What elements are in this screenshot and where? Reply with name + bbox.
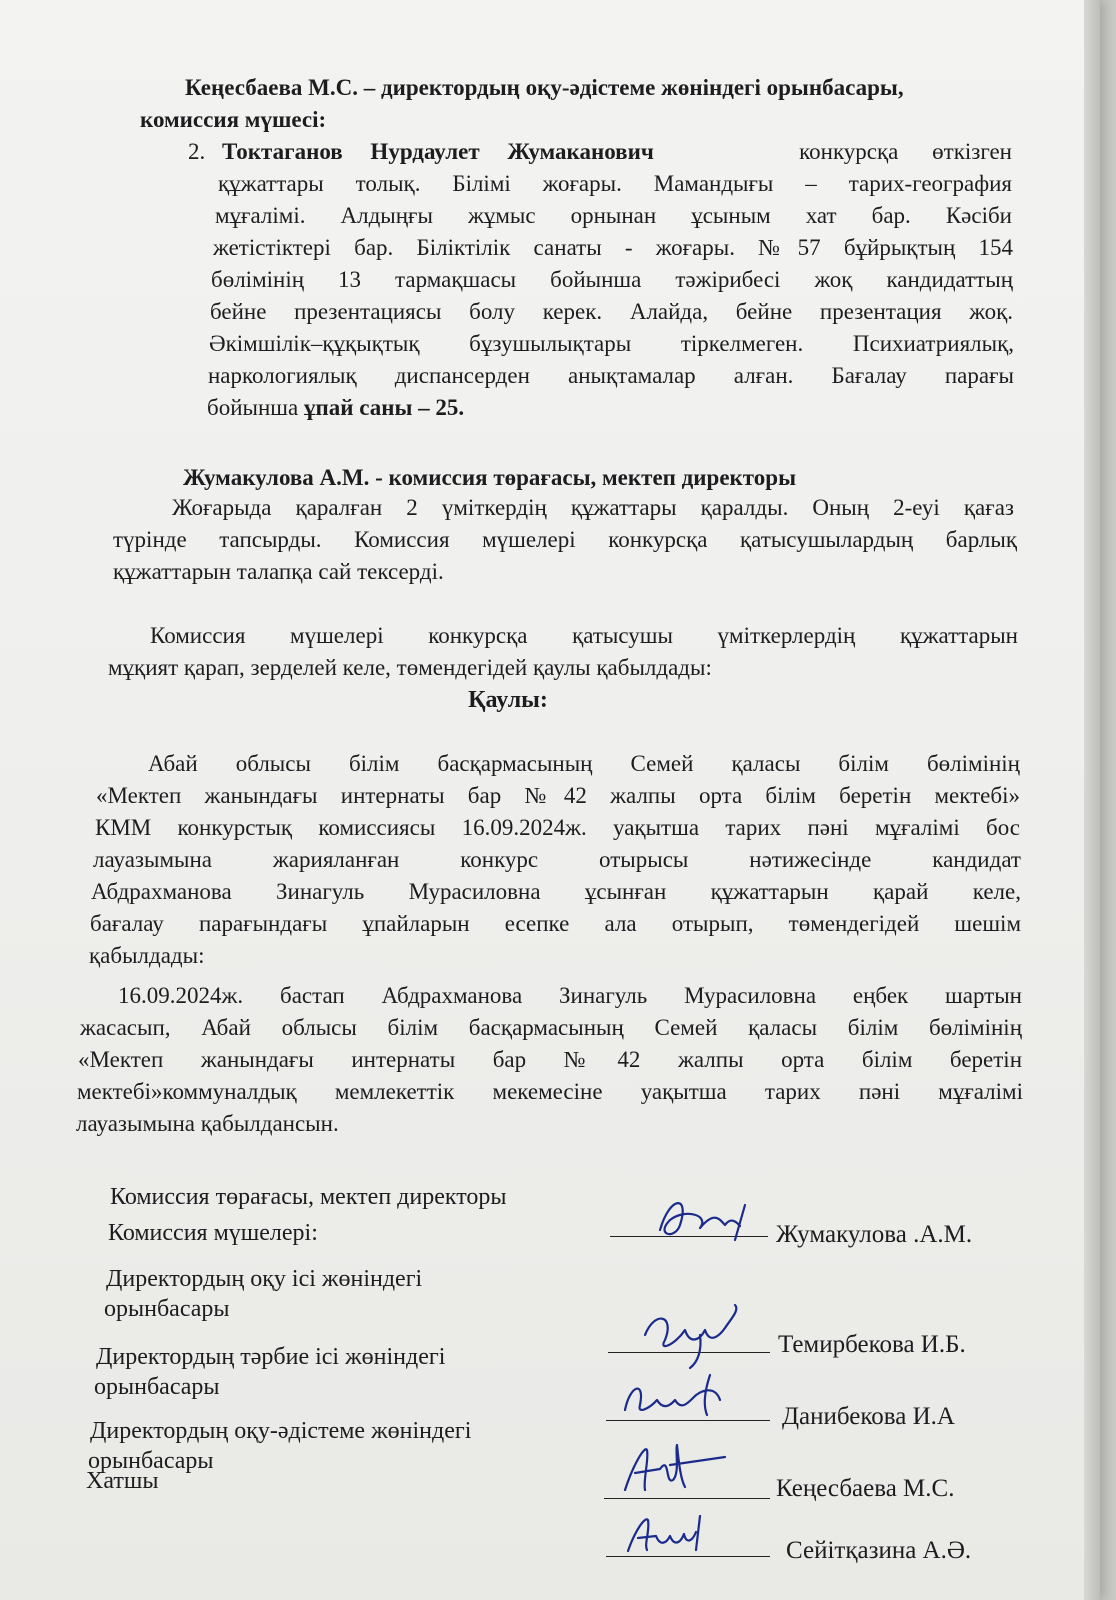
candidate-line-4: бөлімінің 13 тармақшасы бойынша тәжірибесі жоқ кандидаттың xyxy=(211,267,1013,292)
member-heading-line-1: Кеңесбаева М.С. – директордың оқу-әдістеме жөніндегі орынбасары, xyxy=(185,75,904,100)
deputy3-label-line-2: орынбасары xyxy=(88,1448,214,1474)
para1-line-1: түрінде тапсырды. Комиссия мүшелері конкурсқа қатысушылардың барлық xyxy=(113,527,1017,552)
para3-line-5: бағалау парағындағы ұпайларын есепке ала отырып, төмендегідей шешім xyxy=(90,911,1021,936)
candidate-line-7: наркологиялық диспансерден анықтамалар алған. Бағалау парағы xyxy=(208,363,1014,388)
para3-line-6: қабылдады: xyxy=(89,943,205,968)
candidate-first-line xyxy=(222,136,1012,168)
candidate-line-5: бейне презентациясы болу керек. Алайда, бейне презентация жоқ. xyxy=(210,299,1013,324)
para3-line-0: Абай облысы білім басқармасының Семей қаласы білім бөлімінің xyxy=(148,751,1020,776)
chair-name: Жумакулова .А.М. xyxy=(776,1221,973,1248)
para2-line-1: мұқият қарап, зерделей келе, төмендегідей қаулы қабылдады: xyxy=(108,655,712,680)
deputy2-signature-mark xyxy=(615,1370,735,1425)
secretary-name: Сейітқазина А.Ә. xyxy=(786,1537,972,1564)
candidate-line-0: конкурсқа өткізген xyxy=(799,139,1012,164)
chair-signature-mark xyxy=(640,1190,780,1250)
candidate-line-6: Әкімшілік–құқықтық бұзушылықтары тіркелмеген. Психиатриялық, xyxy=(209,331,1014,356)
deputy1-label-line-2: орынбасары xyxy=(104,1296,230,1322)
secretary-signature-line xyxy=(606,1556,770,1557)
para4-line-3: мектебі»коммуналдық мемлекеттік мекемесіне уақытша тарих пәні мұғалімі xyxy=(77,1079,1023,1104)
para1-line-2: құжаттарын талапқа сай тексерді. xyxy=(113,559,444,584)
deputy1-name: Темирбекова И.Б. xyxy=(778,1331,966,1358)
para4-line-4: лауазымына қабылдансын. xyxy=(76,1111,339,1136)
resolution-heading: Қаулы: xyxy=(468,687,548,713)
candidate-line-3: жетістіктері бар. Біліктілік санаты - жоғары. №57 бұйрықтың 154 xyxy=(213,235,1013,260)
candidate-name: Токтаганов Нурдаулет Жумаканович xyxy=(222,139,654,164)
candidate-line-2: мұғалімі. Алдыңғы жұмыс орнынан ұсыным хат бар. Кәсіби xyxy=(215,203,1012,228)
deputy3-name: Кеңесбаева М.С. xyxy=(776,1475,955,1502)
secretary-label: Хатшы xyxy=(86,1468,159,1494)
secretary-signature-mark xyxy=(620,1506,710,1556)
candidate-line-8 xyxy=(207,392,464,424)
deputy2-label-line-2: орынбасары xyxy=(94,1374,220,1400)
page-edge-shadow xyxy=(1084,0,1100,1600)
deputy3-signature-mark xyxy=(615,1435,735,1500)
candidate-line-1: құжаттары толық. Білімі жоғары. Мамандығы – тарих-география xyxy=(218,171,1012,196)
deputy3-label-line-1: Директордың оқу-әдістеме жөніндегі xyxy=(90,1418,472,1444)
deputy1-label-line-1: Директордың оқу ісі жөніндегі xyxy=(106,1266,423,1292)
para4-line-0: 16.09.2024ж. бастап Абдрахманова Зинагуль Мурасиловна еңбек шартын xyxy=(118,983,1022,1008)
chair-signature-label: Комиссия төрағасы, мектеп директоры xyxy=(110,1184,507,1210)
candidate-number: 2. xyxy=(188,139,206,164)
deputy2-name: Данибекова И.А xyxy=(782,1403,955,1430)
para4-line-2: «Мектеп жанындағы интернаты бар №42 жалпы орта білім беретін xyxy=(78,1047,1022,1072)
para4-line-1: жасасып, Абай облысы білім басқармасының Семей қаласы білім бөлімінің xyxy=(80,1015,1022,1040)
deputy2-label-line-1: Директордың тәрбие ісі жөніндегі xyxy=(96,1344,446,1370)
para2-line-0: Комиссия мүшелері конкурсқа қатысушы үміткерлердің құжаттарын xyxy=(150,623,1018,648)
para3-line-2: КММ конкурстық комиссиясы 16.09.2024ж. уақытша тарих пәні мұғалімі бос xyxy=(95,815,1020,840)
deputy1-signature-mark xyxy=(630,1300,760,1370)
member-heading-line-2: комиссия мүшесі: xyxy=(140,107,327,132)
candidate-score: ұпай саны – 25. xyxy=(303,395,465,420)
members-label: Комиссия мүшелері: xyxy=(108,1220,318,1246)
para1-line-0: Жоғарыда қаралған 2 үміткердің құжаттары қаралды. Оның 2-еуі қағаз xyxy=(172,495,1014,520)
para3-line-1: «Мектеп жанындағы интернаты бар №42 жалпы орта білім беретін мектебі» xyxy=(96,783,1020,808)
para3-line-4: Абдрахманова Зинагуль Мурасиловна ұсынған құжаттарын қарай келе, xyxy=(91,879,1021,904)
candidate-last-prefix: бойынша xyxy=(207,395,299,420)
chair-heading: Жумакулова А.М. - комиссия төрағасы, мектеп директоры xyxy=(183,465,797,490)
para3-line-3: лауазымына жарияланған конкурс отырысы нәтижесінде кандидат xyxy=(93,847,1021,872)
